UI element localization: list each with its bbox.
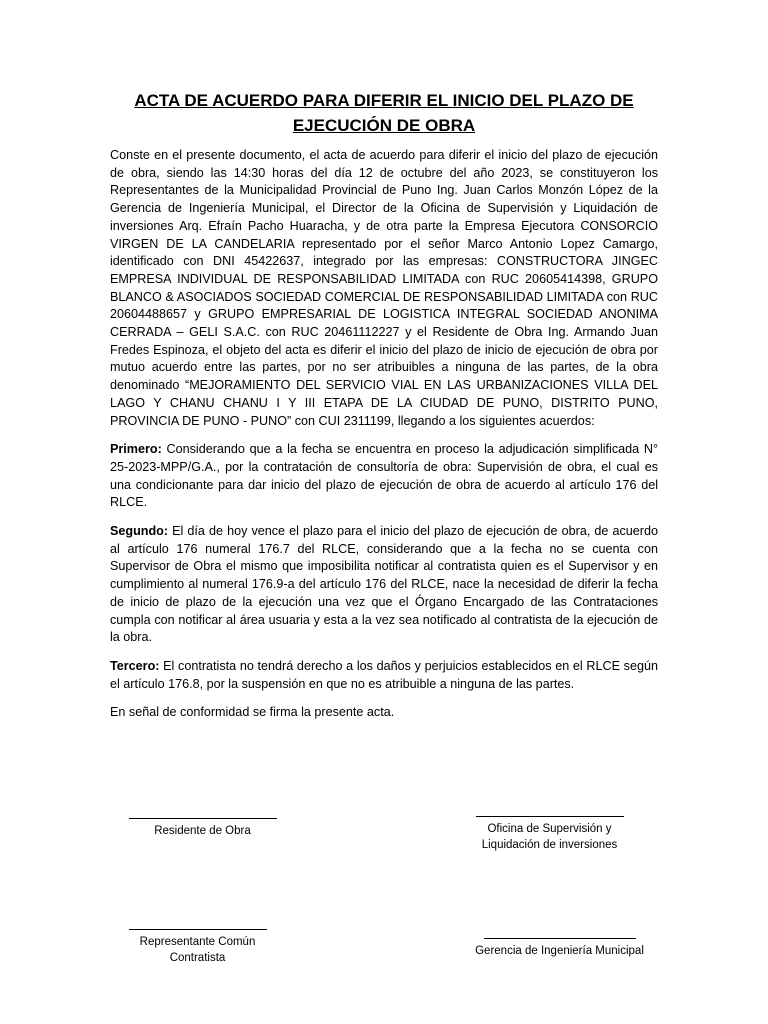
tercero-label: Tercero:	[110, 658, 160, 673]
primero-text: Considerando que a la fecha se encuentra en proceso la adjudicación simplificada N° 25-2023-MPP/G.A., por la contratación de consultoría de obra: Supervisión de obra, el cual es una condicionante para dar inicio del plazo de ejecución de obra de acuerdo al artículo 176 del RLCE.	[110, 442, 658, 510]
tercero-text: El contratista no tendrá derecho a los daños y perjuicios establecidos en el RLCE según el artículo 176.8, por la suspensión en que no es atribuible a ninguna de las partes.	[110, 658, 658, 691]
title-line-2: EJECUCIÓN DE OBRA	[292, 116, 476, 135]
tercero-paragraph	[110, 658, 658, 693]
primero-paragraph	[110, 441, 658, 512]
signature-label: Residente de Obra	[154, 825, 251, 837]
primero-label: Primero:	[110, 442, 162, 457]
signature-gerencia	[462, 938, 657, 959]
closing-paragraph: En señal de conformidad se firma la presente acta.	[110, 705, 395, 720]
segundo-text: El día de hoy vence el plazo para el inicio del plazo de ejecución de obra, de acuerdo al artículo 176 numeral 176.7 del RLCE, considerando que a la fecha no se cuenta con Supervisor de Obra el mismo que imposibilita notificar al contratista quien es el Supervisor y en cumplimiento al numeral 176.9-a del artículo 176 del RLCE, nace la necesidad de diferir la fecha de inicio de plazo de la ejecución una vez que el Órgano Encargado de las Contrataciones cumpla con notificar al área usuaria y esta a la vez sea notificado al contratista de la ejecución de la obra.	[110, 524, 658, 645]
document-title	[110, 88, 658, 138]
segundo-label: Segundo:	[110, 524, 169, 539]
signature-representante	[110, 929, 285, 966]
signature-label: Contratista	[169, 952, 226, 964]
title-line-1: ACTA DE ACUERDO PARA DIFERIR EL INICIO DEL PLAZO DE	[134, 91, 634, 110]
document-body	[110, 147, 658, 733]
signature-label: Gerencia de Ingeniería Municipal	[475, 945, 644, 957]
signature-label: Liquidación de inversiones	[481, 839, 618, 851]
segundo-paragraph	[110, 523, 658, 647]
signature-label: Representante Común	[139, 936, 256, 948]
signature-oficina	[462, 816, 637, 853]
signature-line	[129, 929, 267, 930]
intro-paragraph: Conste en el presente documento, el acta de acuerdo para diferir el inicio del plazo de ejecución de obra, siendo las 14:30 horas del día 12 de octubre del año 2023, se constituyeron los Representantes de la Municipalidad Provincial de Puno Ing. Juan Carlos Monzón López de la Gerencia de Ingeniería Municipal, el Director de la Oficina de Supervisión y Liquidación de inversiones Arq. Efraín Pacho Huaracha, y de otra parte la Empresa Ejecutora CONSORCIO VIRGEN DE LA CANDELARIA representado por el señor Marco Antonio Lopez Camargo, identificado con DNI 45422637, integrado por las empresas: CONSTRUCTORA JINGEC EMPRESA INDIVIDUAL DE RESPONSABILIDAD LIMITADA con RUC 20605414398, GRUPO BLANCO & ASOCIADOS SOCIEDAD COMERCIAL DE RESPONSABILIDAD LIMITADA con RUC 20604488657 y GRUPO EMPRESARIAL DE LOGISTICA INTEGRAL SOCIEDAD ANONIMA CERRADA – GELI S.A.C. con RUC 20461112227 y el Residente de Obra Ing. Armando Juan Fredes Espinoza, el objeto del acta es diferir el inicio del plazo de inicio de ejecución de obra por mutuo acuerdo entre las partes, por no ser atribuibles a ninguna de las partes, de la obra denominado “MEJORAMIENTO DEL SERVICIO VIAL EN LAS URBANIZACIONES VILLA DEL LAGO Y CHANU CHANU I Y III ETAPA DE LA CIUDAD DE PUNO, DISTRITO PUNO, PROVINCIA DE PUNO - PUNO” con CUI 2311199, llegando a los siguientes acuerdos:	[110, 148, 658, 428]
signature-residente	[110, 818, 295, 839]
signature-label: Oficina de Supervisión y	[487, 823, 612, 835]
signature-line	[129, 818, 277, 819]
signature-line	[484, 938, 636, 939]
signature-line	[476, 816, 624, 817]
